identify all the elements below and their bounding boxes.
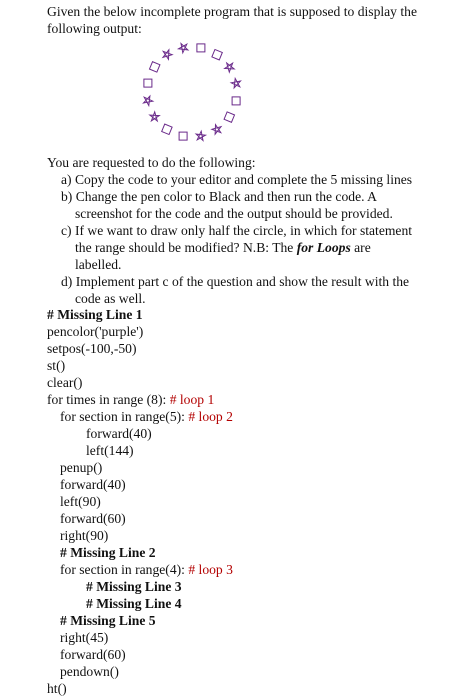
code-left-90: left(90) [60,494,101,509]
code-setpos: setpos(-100,-50) [47,341,137,356]
figure-star [225,63,235,72]
task-d-line-1: d) Implement part c of the question and show the result with the [61,274,410,289]
figure-square [179,132,187,140]
task-c-line-2 [75,239,371,256]
code-forward-40-a: forward(40) [86,426,152,441]
code-pendown: pendown() [60,664,119,679]
code-penup: penup() [60,460,103,475]
figure-square [232,97,240,105]
code-missing-line-3: # Missing Line 3 [86,579,182,594]
code-ht: ht() [47,681,67,696]
code-clear: clear() [47,375,83,390]
task-c-text-post: are [350,240,371,255]
code-forward-60-a: forward(60) [60,511,126,526]
code-right-45: right(45) [60,630,109,645]
code-missing-line-1: # Missing Line 1 [47,307,143,322]
code-for-2-statement: for section in range(5): [60,409,185,424]
code-left-144: left(144) [86,443,134,458]
code-missing-line-5: # Missing Line 5 [60,613,156,628]
code-st: st() [47,358,66,373]
task-b-line-2: screenshot for the code and the output should be provided. [75,206,393,221]
figure-square [197,44,205,52]
figure-star [144,96,153,105]
figure-star [196,131,205,140]
code-for-3-statement: for section in range(4): [60,562,185,577]
intro-line-2: following output: [47,21,142,36]
figure-square [149,62,159,72]
task-c-line-3: labelled. [75,257,122,272]
intro-line-1: Given the below incomplete program that is supposed to display the [47,4,417,19]
figure-square [162,124,172,134]
code-for-loop-2 [60,408,233,425]
figure-star [150,112,160,121]
figure-star [212,125,221,135]
code-loop-3-comment: # loop 3 [188,562,233,577]
code-for-loop-1 [47,391,214,408]
figure-square [144,79,152,87]
code-pencolor: pencolor('purple') [47,324,144,339]
code-missing-line-2: # Missing Line 2 [60,545,156,560]
code-right-90: right(90) [60,528,109,543]
task-a: a) Copy the code to your editor and complete the 5 missing lines [61,172,413,187]
tasks-heading: You are requested to do the following: [47,155,256,170]
code-loop-2-comment: # loop 2 [188,409,233,424]
task-c-line-1: c) If we want to draw only half the circle, in which for statement [61,223,413,238]
task-d-line-2: code as well. [75,291,146,306]
code-forward-40-b: forward(40) [60,477,126,492]
code-loop-1-comment: # loop 1 [169,392,215,407]
figure-square [224,112,234,122]
code-for-1-statement: for times in range (8): [47,392,167,407]
task-c-text-pre: the range should be modified? N.B: The [75,240,297,255]
figure-star [179,44,188,53]
figure-square [212,49,222,59]
turtle-output-figure [130,36,260,146]
figure-star [231,79,240,88]
code-forward-60-b: forward(60) [60,647,126,662]
code-missing-line-4: # Missing Line 4 [86,596,182,611]
task-b-line-1: b) Change the pen color to Black and then run the code. A [61,189,377,204]
code-for-loop-3 [60,561,233,578]
task-c-emphasis: for Loops [296,240,351,255]
figure-star [163,50,172,60]
